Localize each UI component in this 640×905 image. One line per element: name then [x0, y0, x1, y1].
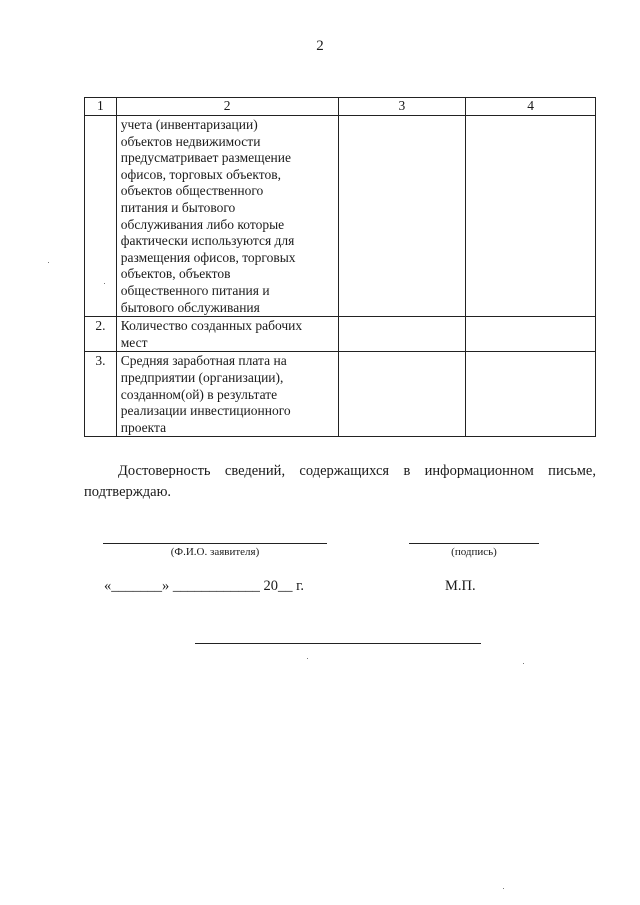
cell-line: питания и бытового [120, 199, 236, 215]
cell-line: офисов, торговых объектов, [120, 166, 281, 182]
value-cell-3 [338, 116, 466, 317]
page-number: 2 [316, 38, 324, 54]
row-number: 2. [85, 317, 117, 352]
name-caption: (Ф.И.О. заявителя) [170, 546, 260, 558]
table-row [85, 116, 596, 317]
row-number: 3. [85, 352, 117, 437]
indicator-cell [116, 317, 338, 352]
signature-caption: (подпись) [451, 546, 497, 558]
cell-line: обслуживания либо которые [120, 216, 285, 232]
closing-line [195, 643, 481, 644]
cell-line: объектов общественного [120, 183, 264, 199]
value-cell-3 [338, 352, 466, 437]
signature-line [409, 543, 539, 544]
value-cell-4 [466, 116, 596, 317]
confirmation-text: Достоверность сведений, содержащихся в информационном письме, подтверждаю. [84, 463, 596, 500]
header-cell-3: 3 [338, 98, 466, 116]
cell-line: объектов недвижимости [120, 133, 261, 149]
table-row [85, 317, 596, 352]
name-signature-line [103, 543, 327, 544]
cell-line: мест [120, 334, 148, 350]
cell-line: общественного питания и [120, 282, 270, 298]
cell-line: учета (инвентаризации) [120, 117, 258, 132]
scan-speck [104, 283, 105, 284]
cell-line: объектов, объектов [120, 266, 231, 282]
cell-line: проекта [120, 419, 167, 435]
cell-line: Средняя заработная плата на [120, 353, 287, 369]
cell-line: Количество созданных рабочих [120, 318, 303, 334]
info-table [84, 97, 596, 437]
scan-speck [523, 663, 524, 664]
cell-line: реализации инвестиционного [120, 403, 291, 419]
row-number [85, 116, 117, 317]
header-cell-2: 2 [116, 98, 338, 116]
cell-line: созданном(ой) в результате [120, 386, 278, 402]
indicator-cell [116, 352, 338, 437]
header-cell-4: 4 [466, 98, 596, 116]
value-cell-4 [466, 317, 596, 352]
cell-line: бытового обслуживания [120, 299, 260, 315]
scan-speck [307, 658, 308, 659]
header-cell-1: 1 [85, 98, 117, 116]
date-line: «_______» ____________ 20__ г. [104, 578, 305, 594]
table-header-row [85, 98, 596, 116]
value-cell-3 [338, 317, 466, 352]
cell-line: фактически используются для [120, 233, 295, 249]
table-row [85, 352, 596, 437]
scan-speck [48, 262, 49, 263]
indicator-cell [116, 116, 338, 317]
scan-speck [503, 888, 504, 889]
cell-line: размещения офисов, торговых [120, 249, 296, 265]
cell-line: предусматривает размещение [120, 150, 291, 166]
value-cell-4 [466, 352, 596, 437]
stamp-label: М.П. [445, 578, 476, 594]
cell-line: предприятии (организации), [120, 369, 284, 385]
